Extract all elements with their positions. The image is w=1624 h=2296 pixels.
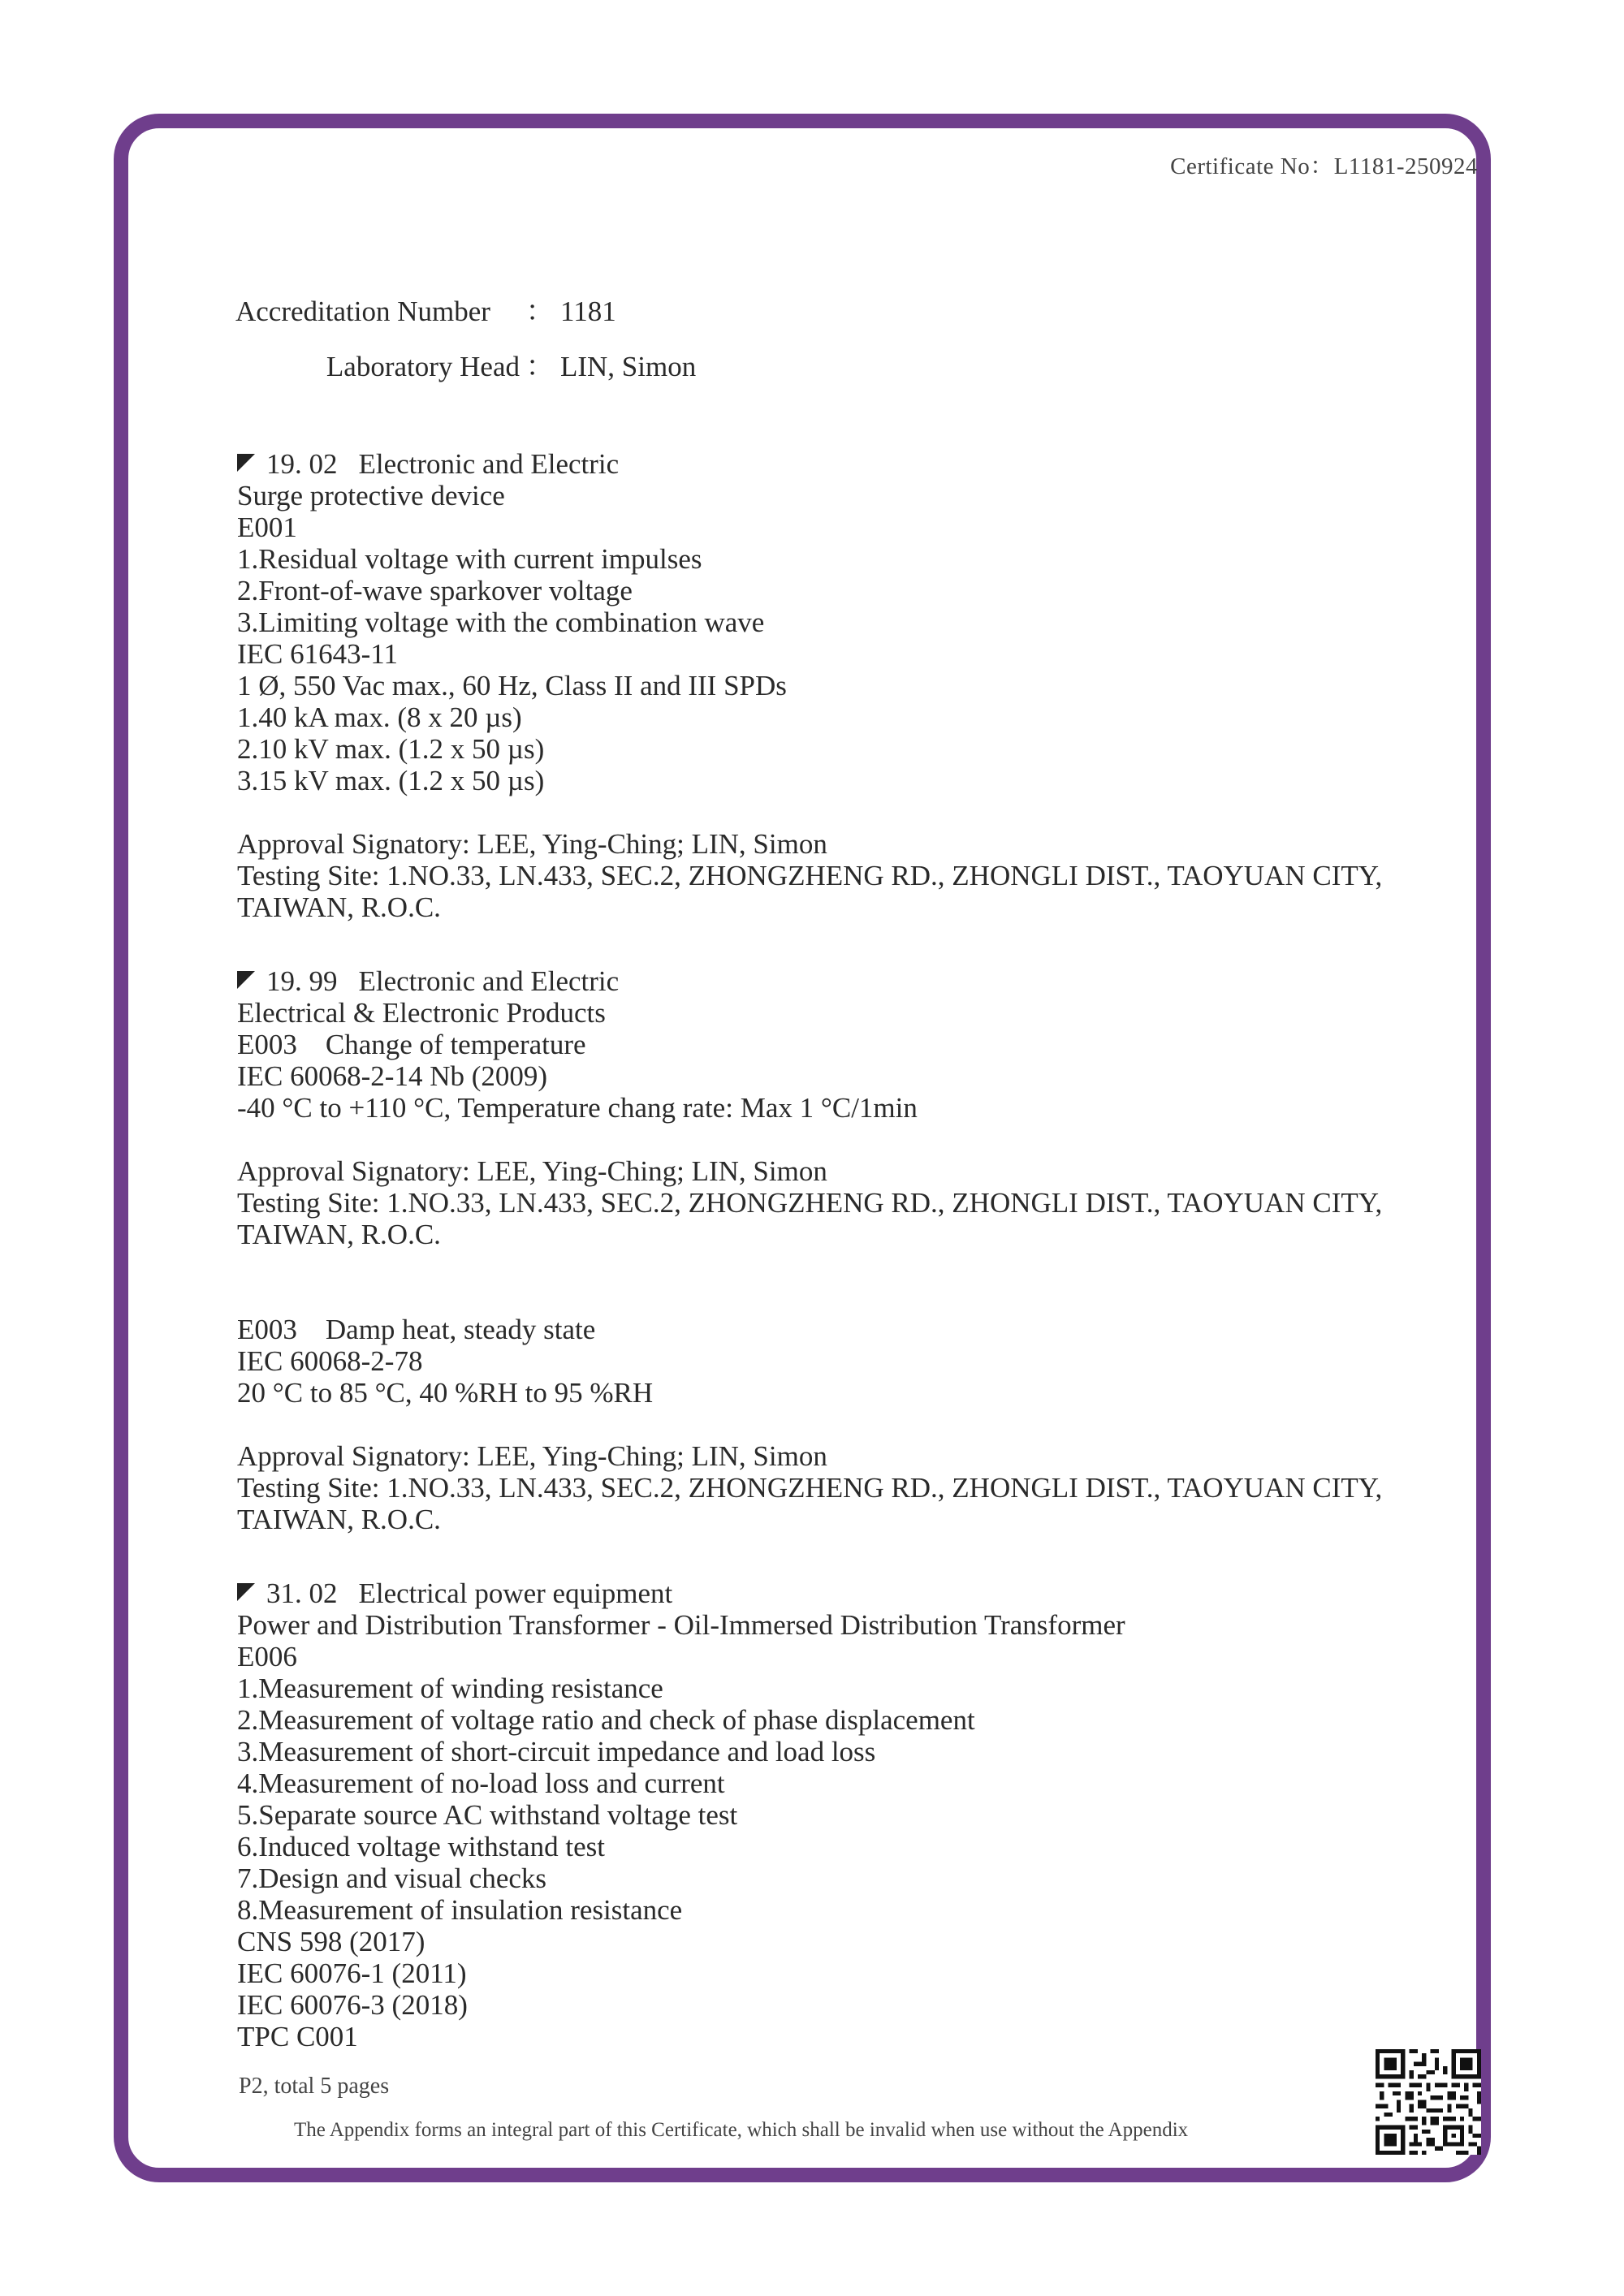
section-heading: 19. 99 Electronic and Electric: [237, 965, 1439, 997]
accreditation-number: Accreditation Number ： 1181: [235, 296, 616, 327]
scope-line: IEC 60068-2-78: [237, 1345, 423, 1377]
scope-line: 4.Measurement of no-load loss and current: [237, 1767, 725, 1799]
scope-line: E003 Change of temperature: [237, 1029, 586, 1060]
page-number: P2, total 5 pages: [239, 2074, 390, 2099]
triangle-marker-icon: [237, 1583, 255, 1601]
scope-line: Surge protective device: [237, 480, 505, 511]
scope-line: TPC C001: [237, 2021, 358, 2052]
section-heading: 19. 02 Electronic and Electric: [237, 448, 1439, 480]
certificate-number: Certificate No：L1181-250924: [1170, 153, 1478, 179]
scope-line: 6.Induced voltage withstand test: [237, 1831, 605, 1862]
scope-line: IEC 61643-11: [237, 638, 398, 670]
scope-line: E006: [237, 1641, 297, 1672]
testing-site: Testing Site: 1.NO.33, LN.433, SEC.2, ZHONGZHENG RD., ZHONGLI DIST., TAOYUAN CITY, TAIWAN, R.O.C.: [237, 1187, 1383, 1250]
accreditation-scope: [237, 448, 1439, 2052]
scope-line: 8.Measurement of insulation resistance: [237, 1894, 683, 1926]
scope-line: -40 °C to +110 °C, Temperature chang rate: Max 1 °C/1min: [237, 1092, 918, 1124]
scope-line: 2.Measurement of voltage ratio and check of phase displacement: [237, 1704, 975, 1736]
scope-line: Electrical & Electronic Products: [237, 997, 606, 1029]
scope-line: IEC 60068-2-14 Nb (2009): [237, 1060, 548, 1092]
approval-signatory: Approval Signatory: LEE, Ying-Ching; LIN, Simon: [237, 1440, 827, 1472]
approval-signatory: Approval Signatory: LEE, Ying-Ching; LIN, Simon: [237, 1155, 827, 1187]
testing-site: Testing Site: 1.NO.33, LN.433, SEC.2, ZHONGZHENG RD., ZHONGLI DIST., TAOYUAN CITY, TAIWAN, R.O.C.: [237, 860, 1383, 923]
scope-line: 2.Front-of-wave sparkover voltage: [237, 575, 633, 606]
triangle-marker-icon: [237, 454, 255, 472]
scope-line: IEC 60076-1 (2011): [237, 1957, 467, 1989]
scope-line: 7.Design and visual checks: [237, 1862, 547, 1894]
scope-line: 3.Measurement of short-circuit impedance and load loss: [237, 1736, 876, 1767]
scope-line: 1 Ø, 550 Vac max., 60 Hz, Class II and III SPDs: [237, 670, 787, 701]
scope-line: 5.Separate source AC withstand voltage test: [237, 1799, 738, 1831]
approval-signatory: Approval Signatory: LEE, Ying-Ching; LIN, Simon: [237, 828, 827, 860]
scope-line: E001: [237, 511, 297, 543]
laboratory-head: Laboratory Head ： LIN, Simon: [326, 351, 697, 382]
scope-line: 2.10 kV max. (1.2 x 50 µs): [237, 733, 545, 765]
scope-line: 20 °C to 85 °C, 40 %RH to 95 %RH: [237, 1377, 654, 1409]
scope-line: 3.Limiting voltage with the combination wave: [237, 606, 765, 638]
triangle-marker-icon: [237, 971, 255, 989]
testing-site: Testing Site: 1.NO.33, LN.433, SEC.2, ZHONGZHENG RD., ZHONGLI DIST., TAOYUAN CITY, TAIWAN, R.O.C.: [237, 1472, 1383, 1535]
appendix-notice: The Appendix forms an integral part of this Certificate, which shall be invalid when use without the Appendix: [294, 2119, 1189, 2141]
scope-line: IEC 60076-3 (2018): [237, 1989, 468, 2021]
section-heading: 31. 02 Electrical power equipment: [237, 1577, 1439, 1609]
scope-line: 3.15 kV max. (1.2 x 50 µs): [237, 765, 545, 796]
scope-line: E003 Damp heat, steady state: [237, 1314, 596, 1345]
scope-line: 1.Residual voltage with current impulses: [237, 543, 702, 575]
scope-line: Power and Distribution Transformer - Oil-Immersed Distribution Transformer: [237, 1609, 1125, 1641]
scope-line: CNS 598 (2017): [237, 1926, 425, 1957]
scope-line: 1.40 kA max. (8 x 20 µs): [237, 701, 522, 733]
qr-code-icon: [1376, 2049, 1481, 2155]
scope-line: 1.Measurement of winding resistance: [237, 1672, 663, 1704]
